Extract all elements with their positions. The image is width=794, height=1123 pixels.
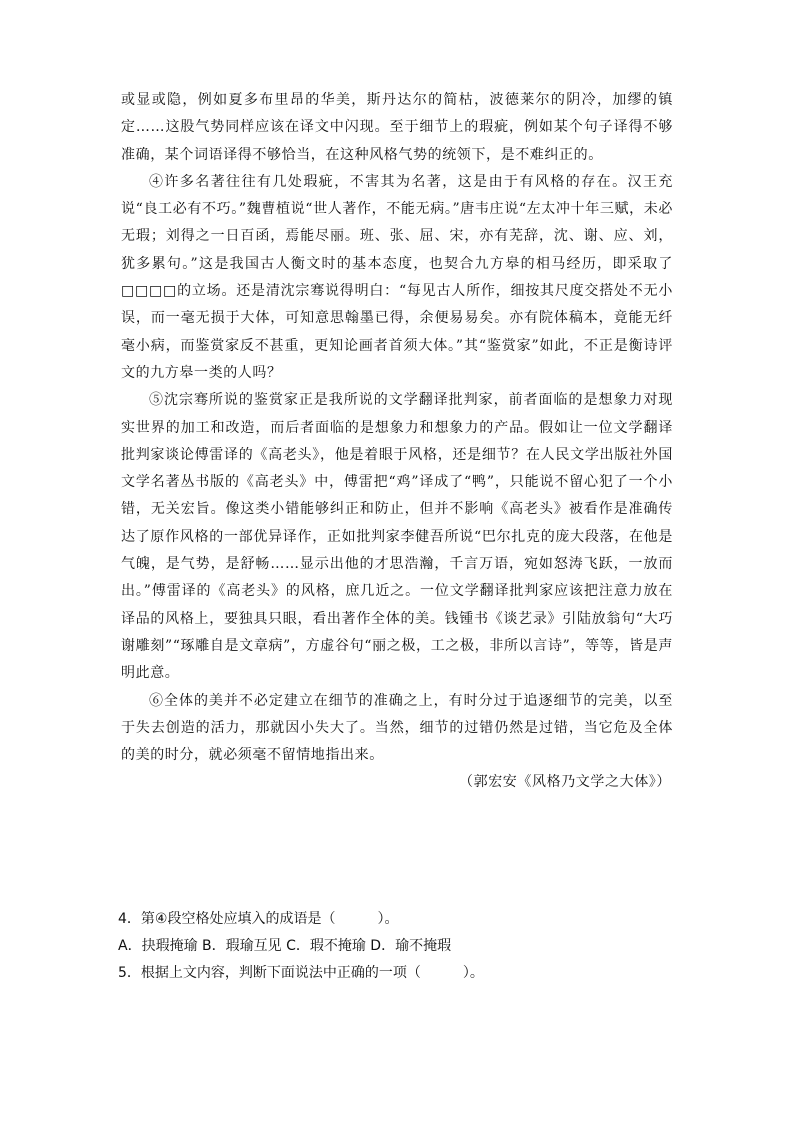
passage-paragraph-continued: 或显或隐，例如夏多布里昂的华美，斯丹达尔的简枯，波德莱尔的阴冷，加缪的镇定……这股气势同样应该在译文中闪现。至于细节上的瑕疵，例如某个句子译得不够准确，某个词语译得不够恰当，在这种风格气势的统领下，是不难纠正的。 xyxy=(121,92,673,163)
reading-passage xyxy=(121,87,673,797)
passage-paragraph-6: ⑥全体的美并不必定建立在细节的准确之上，有时分过于追逐细节的完美，以至于失去创造的活力，那就因小失大了。当然，细节的过错仍然是过错，当它危及全体的美的时分，就必须毫不留情地指出来。 xyxy=(121,692,673,764)
passage-paragraph-4: ④许多名著往往有几处瑕疵，不害其为名著，这是由于有风格的存在。汉王充说“良工必有不巧。”魏曹植说“世人著作，不能无病。”唐韦庄说“左太冲十年三赋，未必无瑕；刘得之一日百函，焉能尽丽。班、张、屈、宋，亦有芜辞，沈、谢、应、刘，犹多累句。”这是我国古人衡文时的基本态度，也契合九方皋的相马经历，即采取了□□□□的立场。还是清沈宗骞说得明白：“每见古人所作，细按其尺度交搭处不无小误，而一毫无损于大体，可知意思翰墨已得，余便易易矣。亦有院体稿本，竟能无纤毫小病，而鉴赏家反不甚重，更知论画者首须大体。”其“鉴赏家”如此，不正是衡诗评文的九方皋一类的人吗？ xyxy=(121,173,673,381)
question-4-options: A．抉瑕掩瑜 B．瑕瑜互见 C．瑕不掩瑜 D．瑜不掩瑕 xyxy=(118,938,452,954)
question-section xyxy=(118,906,678,987)
question-5: 5．根据上文内容，判断下面说法中正确的一项（ ）。 xyxy=(118,965,484,981)
passage-paragraph-5: ⑤沈宗骞所说的鉴赏家正是我所说的文学翻译批判家，前者面临的是想象力对现实世界的加工和改造，而后者面临的是想象力和想象力的产品。假如让一位文学翻译批判家谈论傅雷译的《高老头》，他是着眼于风格，还是细节？在人民文学出版社外国文学名著丛书版的《高老头》中，傅雷把“鸡”译成了“鸭”，只能说不留心犯了一个小错，无关宏旨。像这类小错能够纠正和防止，但并不影响《高老头》被看作是准确传达了原作风格的一部优异译作，正如批判家李健吾所说“巴尔扎克的庞大段落，在他是气魄，是气势，是舒畅……显示出他的才思浩瀚，千言万语，宛如怒涛飞跃，一放而出。”傅雷译的《高老头》的风格，庶几近之。一位文学翻译批判家应该把注意力放在译品的风格上，要独具只眼，看出著作全体的美。钱锺书《谈艺录》引陆放翁句“大巧谢雕刻”“琢雕自是文章病”，方虚谷句“丽之极，工之极，非所以言诗”，等等，皆是声明此意。 xyxy=(121,392,673,682)
passage-source: （郭宏安《风格乃文学之大体》） xyxy=(459,774,671,791)
question-4: 4．第④段空格处应填入的成语是（ ）。 xyxy=(118,911,399,927)
